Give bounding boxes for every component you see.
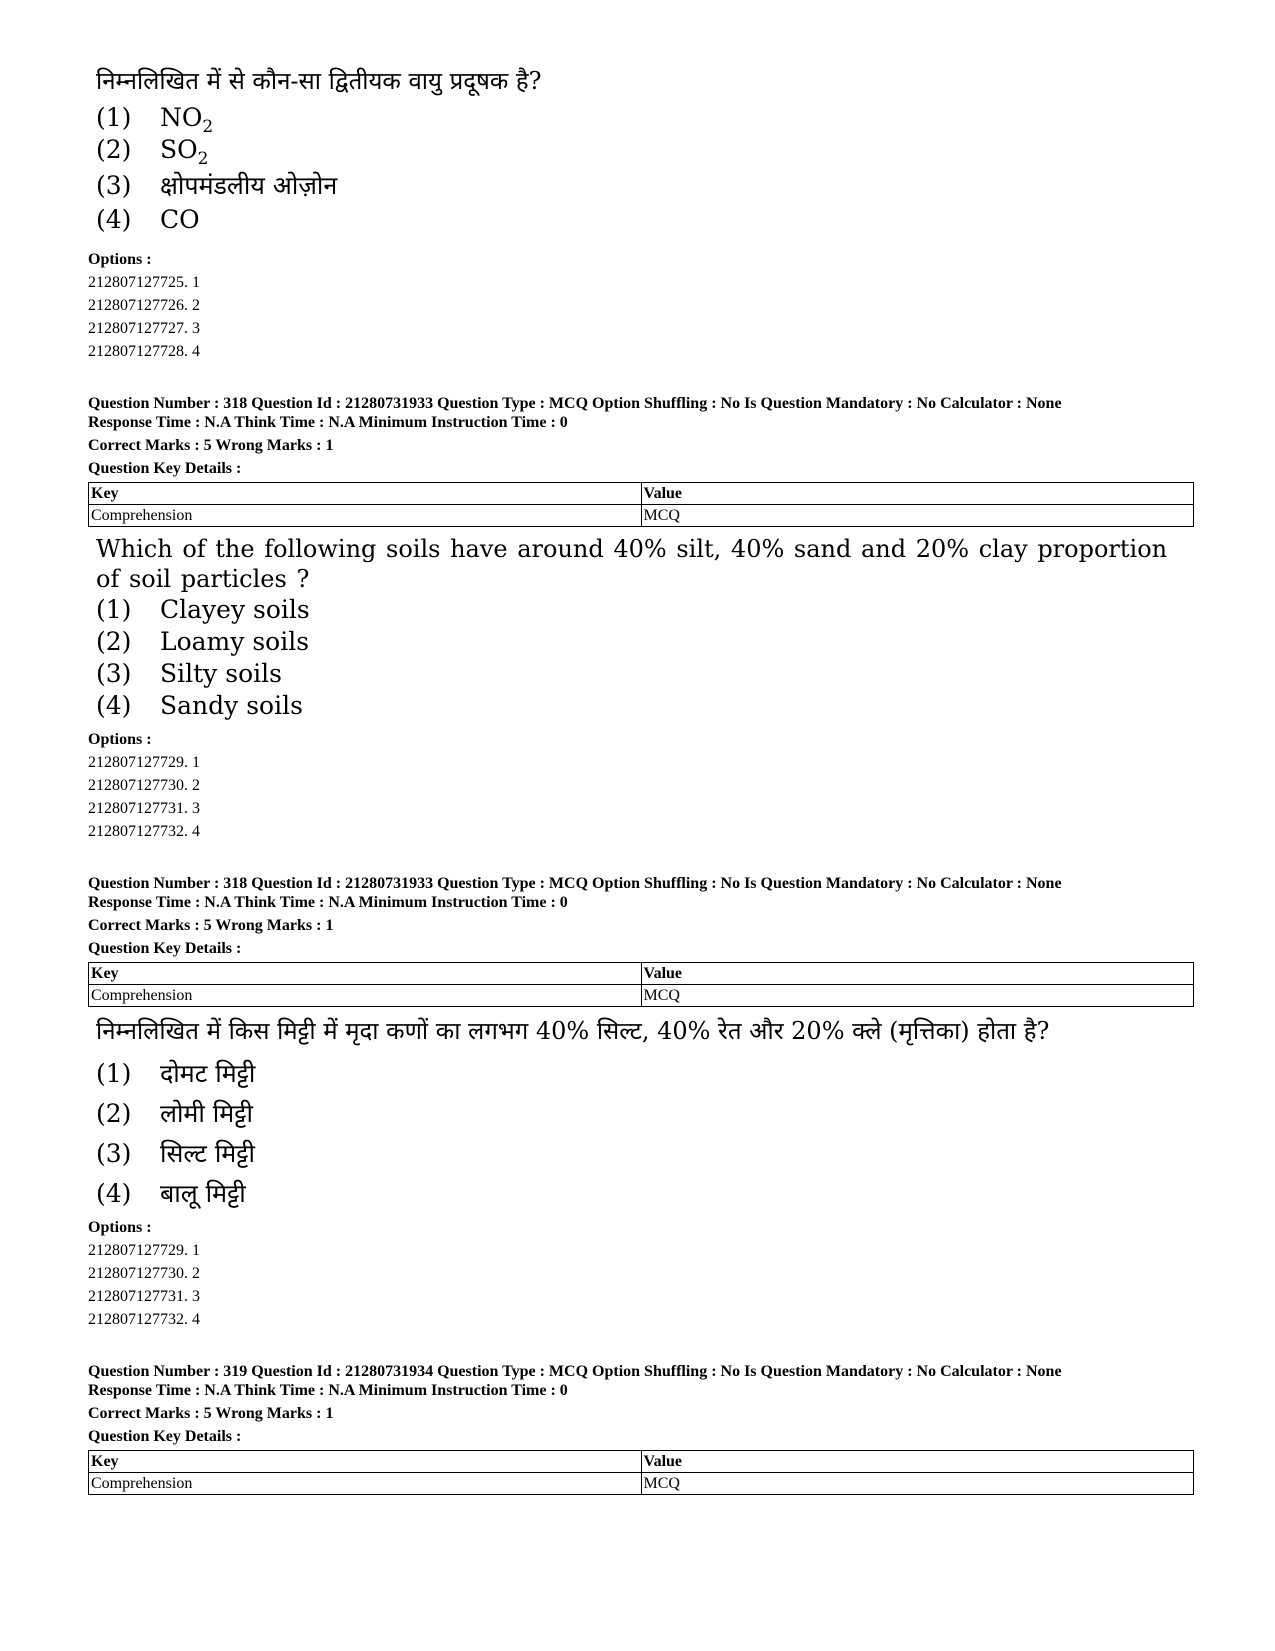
table-cell-key: Comprehension xyxy=(89,985,642,1007)
question-marks-line: Correct Marks : 5 Wrong Marks : 1 xyxy=(88,917,334,934)
question-key-table xyxy=(88,1450,1194,1495)
table-header-key: Key xyxy=(89,963,642,985)
question-key-table xyxy=(88,482,1194,527)
choice-number: (3) xyxy=(96,1139,132,1168)
question-marks-line: Correct Marks : 5 Wrong Marks : 1 xyxy=(88,437,334,454)
choice-number: (4) xyxy=(96,1179,132,1208)
question-meta-line: Question Number : 319 Question Id : 21280731934 Question Type : MCQ Option Shuffling : No Is Question Mandatory : No Calculator : None xyxy=(88,1363,1062,1380)
question-key-heading: Question Key Details : xyxy=(88,940,242,957)
table-row xyxy=(89,1473,1194,1495)
choice-number: (2) xyxy=(96,135,132,164)
table-row xyxy=(89,505,1194,527)
choice-text: NO xyxy=(160,103,203,132)
choice-item xyxy=(96,1138,255,1170)
options-heading: Options : xyxy=(88,251,152,268)
option-id-line: 212807127729. 1 xyxy=(88,1242,200,1259)
choice-text: दोमट मिट्टी xyxy=(160,1059,256,1088)
table-cell-value: MCQ xyxy=(641,505,1194,527)
question-timing-line: Response Time : N.A Think Time : N.A Minimum Instruction Time : 0 xyxy=(88,1382,568,1399)
table-header-row xyxy=(89,963,1194,985)
choice-text: क्षोपमंडलीय ओज़ोन xyxy=(160,171,338,200)
choice-number: (2) xyxy=(96,1099,132,1128)
options-heading: Options : xyxy=(88,731,152,748)
choice-text: सिल्ट मिट्टी xyxy=(160,1139,255,1168)
option-id-line: 212807127730. 2 xyxy=(88,777,200,794)
table-cell-key: Comprehension xyxy=(89,505,642,527)
table-header-row xyxy=(89,1451,1194,1473)
option-id-line: 212807127726. 2 xyxy=(88,297,200,314)
choice-number: (3) xyxy=(96,659,132,688)
table-header-value: Value xyxy=(641,483,1194,505)
option-id-line: 212807127731. 3 xyxy=(88,800,200,817)
choice-item xyxy=(96,102,214,137)
choice-item xyxy=(96,690,303,722)
choice-number: (4) xyxy=(96,691,132,720)
question-meta-line: Question Number : 318 Question Id : 21280731933 Question Type : MCQ Option Shuffling : No Is Question Mandatory : No Calculator : None xyxy=(88,875,1062,892)
choice-item xyxy=(96,658,282,690)
choice-item xyxy=(96,1058,255,1090)
option-id-line: 212807127730. 2 xyxy=(88,1265,200,1282)
choice-item xyxy=(96,134,209,169)
question-marks-line: Correct Marks : 5 Wrong Marks : 1 xyxy=(88,1405,334,1422)
choice-item xyxy=(96,594,310,626)
choice-item xyxy=(96,626,309,658)
choice-item xyxy=(96,170,337,202)
option-id-line: 212807127729. 1 xyxy=(88,754,200,771)
choice-number: (2) xyxy=(96,627,132,656)
choice-number: (1) xyxy=(96,1059,132,1088)
choice-number: (1) xyxy=(96,103,132,132)
table-header-value: Value xyxy=(641,963,1194,985)
choice-text: SO xyxy=(160,135,198,164)
option-id-line: 212807127727. 3 xyxy=(88,320,200,337)
table-header-row xyxy=(89,483,1194,505)
choice-number: (3) xyxy=(96,171,132,200)
choice-number: (4) xyxy=(96,205,132,234)
choice-item xyxy=(96,1178,246,1210)
question-text-hindi: निम्नलिखित में किस मिट्टी में मृदा कणों का लगभग 40% सिल्ट, 40% रेत और 20% क्ले (मृत्तिका) होता है? xyxy=(96,1017,1050,1045)
choice-text: बालू मिट्टी xyxy=(160,1179,246,1208)
choice-item xyxy=(96,1098,253,1130)
question-timing-line: Response Time : N.A Think Time : N.A Minimum Instruction Time : 0 xyxy=(88,414,568,431)
question-key-table xyxy=(88,962,1194,1007)
choice-number: (1) xyxy=(96,595,132,624)
table-cell-value: MCQ xyxy=(641,985,1194,1007)
choice-text: Clayey soils xyxy=(160,595,310,624)
table-row xyxy=(89,985,1194,1007)
choice-subscript: 2 xyxy=(202,117,214,137)
choice-text: Silty soils xyxy=(160,659,282,688)
question-meta-line: Question Number : 318 Question Id : 21280731933 Question Type : MCQ Option Shuffling : No Is Question Mandatory : No Calculator : None xyxy=(88,395,1062,412)
option-id-line: 212807127731. 3 xyxy=(88,1288,200,1305)
table-cell-key: Comprehension xyxy=(89,1473,642,1495)
table-header-key: Key xyxy=(89,483,642,505)
choice-item xyxy=(96,204,200,236)
question-key-heading: Question Key Details : xyxy=(88,1428,242,1445)
question-key-heading: Question Key Details : xyxy=(88,460,242,477)
question-text-hindi: निम्नलिखित में से कौन-सा द्वितीयक वायु प्रदूषक है? xyxy=(96,67,542,95)
option-id-line: 212807127732. 4 xyxy=(88,823,200,840)
choice-subscript: 2 xyxy=(197,149,209,169)
option-id-line: 212807127728. 4 xyxy=(88,343,200,360)
choice-text: Loamy soils xyxy=(160,627,310,656)
option-id-line: 212807127725. 1 xyxy=(88,274,200,291)
question-timing-line: Response Time : N.A Think Time : N.A Minimum Instruction Time : 0 xyxy=(88,894,568,911)
option-id-line: 212807127732. 4 xyxy=(88,1311,200,1328)
choice-text: लोमी मिट्टी xyxy=(160,1099,253,1128)
options-heading: Options : xyxy=(88,1219,152,1236)
table-header-value: Value xyxy=(641,1451,1194,1473)
question-text-english: Which of the following soils have around 40% silt, 40% sand and 20% clay proportion of soil particles ? xyxy=(96,535,1168,593)
table-cell-value: MCQ xyxy=(641,1473,1194,1495)
table-header-key: Key xyxy=(89,1451,642,1473)
choice-text: Sandy soils xyxy=(160,691,303,720)
choice-text: CO xyxy=(160,205,200,234)
